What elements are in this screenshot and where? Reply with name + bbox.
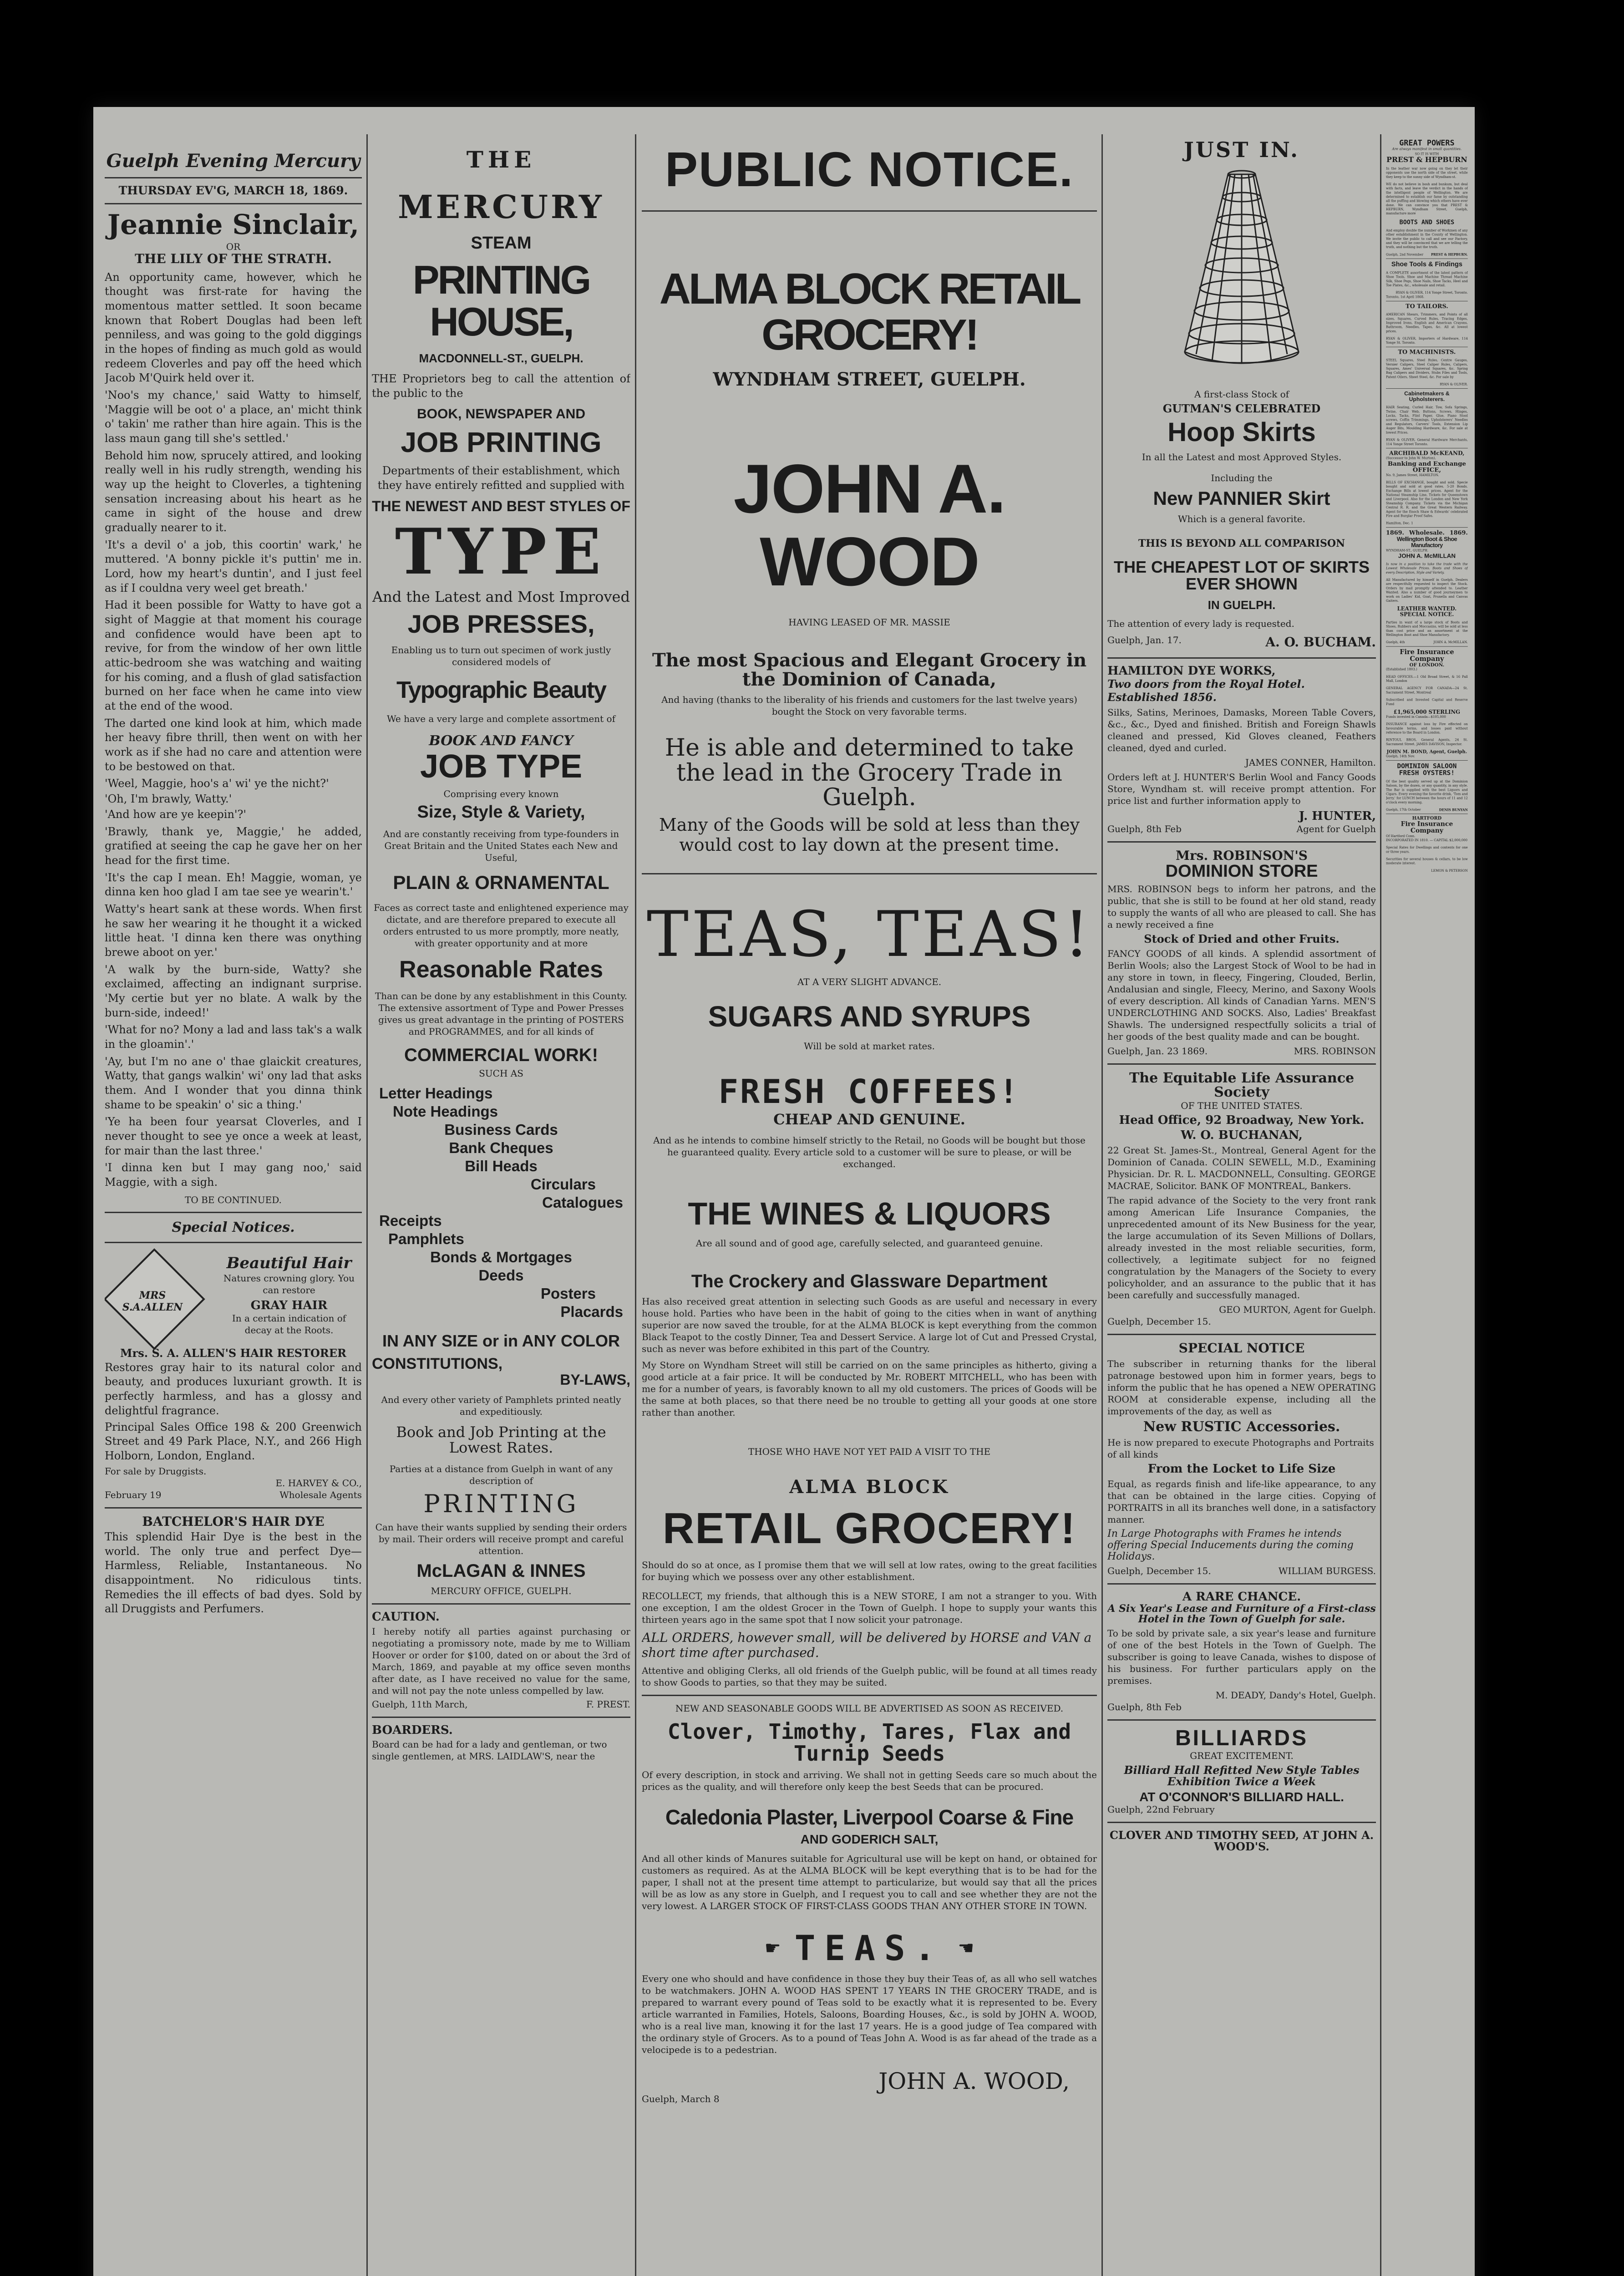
wood-date: Guelph, March 8 — [642, 2093, 720, 2105]
hair-sale: For sale by Druggists. — [105, 1465, 207, 1477]
hair-agent: E. HARVEY & CO., — [275, 1477, 362, 1489]
crockery-heading: The Crockery and Glassware Department — [691, 1271, 1048, 1291]
crockery-text: Has also received great attention in selecting such Goods as are useful and necessary in every house hold. Parties who have been in the habit of going to the cities when in want of anything superior are now saved the trouble, for at the ALMA BLOCK is kept everything from the common Black Teapot to the costly Dinner, Tea and Dessert Service. A large lot of Cut and Pressed Crystal, such as never was before exhibited in this part of the Country. — [642, 1295, 1097, 1354]
burgess-signature: WILLIAM BURGESS. — [1278, 1565, 1376, 1577]
fire-agency: GENERAL AGENCY FOR CANADA—24 St. Sacrament Street, Montreal — [1386, 686, 1468, 695]
new-goods-text: NEW AND SEASONABLE GOODS WILL BE ADVERTISED AS SOON AS RECEIVED. — [675, 1702, 1064, 1714]
gutman-heading: GUTMAN'S CELEBRATED — [1162, 402, 1321, 416]
list-item: Bank Cheques — [449, 1139, 553, 1157]
special-text: Parties in want of a large stock of Boots and Shoes, Rubbers and Moccasins, will be sold at less than cost price and an assortment at the Wellington Boot and Shoe Manufactory. — [1386, 620, 1468, 637]
column-4 — [1107, 139, 1376, 2276]
able-heading: He is able and determined to take the lead in the Grocery Trade in Guelph. — [665, 734, 1074, 812]
dye-signature: JAMES CONNER, Hamilton. — [1245, 757, 1376, 768]
masthead-title: Guelph Evening Mercury — [106, 150, 360, 172]
hartford-text: Special Rates for Dwellings and contents for one or three years. — [1386, 845, 1468, 854]
than-text: Than can be done by any establishment in this County. The extensive assortment of Type and Power Presses gives us great advantage in the printing of POSTERS and PROGRAMMES, and for all kinds of — [375, 991, 628, 1037]
column-rule — [1101, 134, 1103, 2276]
story-paragraph: 'Brawly, thank ye, Maggie,' he added, gratified at seeing the cap he gave her on her head for the first time. — [105, 825, 362, 867]
first-class-text: A first-class Stock of — [1194, 389, 1289, 400]
murton-date: Guelph, December 15. — [1107, 1316, 1211, 1327]
wood-signature: JOHN A. WOOD, — [878, 2068, 1070, 2094]
job-list — [372, 1079, 630, 1326]
special-text: The subscriber in returning thanks for the liberal patronage bestowed upon him in former years, begs to inform the public that he has opened a NEW OPERATING ROOM at considerable expense, including all the improvements of the day, as well as — [1107, 1358, 1376, 1417]
saloon-heading: DOMINION SALOON — [1397, 762, 1457, 770]
year-right: 1869. — [1449, 529, 1468, 536]
gray-hair-heading: GRAY HAIR — [250, 1298, 328, 1312]
hair-text: Natures crowning glory. You can restore — [223, 1272, 355, 1295]
latest-text: And the Latest and Most Improved — [372, 588, 630, 605]
hair-ad-top — [105, 1250, 362, 1347]
firm-name: McLAGAN & INNES — [416, 1561, 586, 1581]
receiving-text: And are constantly receiving from type-founders in Great Britain and the United States each New and Useful, — [383, 828, 619, 863]
rare-heading: A RARE CHANCE. — [1182, 1590, 1301, 1604]
office-text: MERCURY OFFICE, GUELPH. — [431, 1585, 572, 1597]
bottom-teas-heading: TEAS. — [794, 1927, 944, 1968]
hunter-role: Agent for Guelph — [1296, 823, 1376, 835]
hoop-heading: Hoop Skirts — [1167, 417, 1316, 447]
job-printing-heading: JOB PRINTING — [401, 427, 602, 458]
divider — [1386, 527, 1468, 528]
mcmillan-text: Is now in a position to take the trade with the Lowest Wholesale Prices. Boots and Shoes of every Description, Style and Variety. — [1386, 562, 1468, 574]
list-item: Circulars — [530, 1176, 596, 1193]
spacious-heading: The most Spacious and Elegant Grocery in the Dominion of Canada, — [652, 650, 1087, 691]
rustic-text: He is now prepared to execute Photographs and Portraits of all kinds — [1107, 1437, 1374, 1460]
intends-text: And as he intends to combine himself strictly to the Retail, no Goods will be bought but those he guaranteed quality. Every article sold to a customer will be sure to please, or will be exchanged. — [653, 1135, 1086, 1170]
to-be-continued: TO BE CONTINUED. — [185, 1194, 282, 1205]
bucham-signature: A. O. BUCHAM. — [1265, 635, 1376, 650]
story-paragraph: 'Ye ha been four yearsat Cloverles, and I never thought to see ye once a week at least, for mair than the last three.' — [105, 1115, 362, 1157]
story-subtitle: THE LILY OF THE STRATH. — [135, 251, 332, 267]
robinson-signature: MRS. ROBINSON — [1294, 1045, 1376, 1057]
printing-address: MACDONNELL-ST., GUELPH. — [419, 351, 584, 365]
intro-text: THE Proprietors beg to call the attention of the public to the — [372, 372, 630, 400]
constitutions-heading: CONSTITUTIONS, — [372, 1355, 503, 1373]
fire-funds: Funds invested in Canada—$105,000 — [1386, 715, 1446, 719]
divider — [642, 1695, 1097, 1696]
story-paragraph: The darted one kind look at him, which made her heavy fibre thrill, then went on with her work as if she had no care and attention were to be bestowed on that. — [105, 716, 362, 773]
murton-signature: GEO MURTON, Agent for Guelph. — [1219, 1304, 1376, 1316]
teas-text: Every one who should and have confidence in those they buy their Teas of, as all who sell watches to be watchmakers. JOHN A. WOOD HAS SPENT 17 YEARS IN THE GROCERY TRADE, and is prepared to warrant every pound of Teas sold to be exactly what it is represented to be. Every article warranted in Families, Hotels, Saloons, Boarding Houses, &c., is sold by JOHN A. WOOD, who is a real live man, knowing it for the last 17 years. He is a good judge of Tea compared with the ordinary style of Grocers. As to a pound of Teas John A. Wood is as far ahead of the trade as a velocipede is to a pedestrian. — [642, 1973, 1097, 2055]
list-item: Receipts — [379, 1212, 442, 1229]
column-rule — [1380, 134, 1381, 2276]
story-dialogue: 'Oh, I'm brawly, Watty.' — [105, 793, 232, 806]
divider — [105, 1242, 362, 1243]
pannier-heading: New PANNIER Skirt — [1153, 488, 1330, 509]
divider — [1107, 1334, 1376, 1335]
hoop-text: In all the Latest and most Approved Styles. — [1142, 452, 1342, 463]
not-paid-text: THOSE WHO HAVE NOT YET PAID A VISIT TO THE — [748, 1446, 991, 1457]
hair-office: Principal Sales Office 198 & 200 Greenwich Street and 49 Park Place, N.Y., and 266 High Holborn, London, England. — [105, 1420, 362, 1462]
badge-text: MRS S.A.ALLEN — [122, 1289, 183, 1313]
hunter-date: Guelph, 8th Feb — [1107, 823, 1182, 835]
hartford-note: Securities for several houses & cellars, to be low moderate interest. — [1386, 857, 1468, 865]
divider — [642, 210, 1097, 212]
robinson-heading: Mrs. ROBINSON'S — [1175, 848, 1308, 864]
slight-text: AT A VERY SLIGHT ADVANCE. — [797, 976, 942, 987]
story-paragraph: 'It's a devil o' a job, this coortin' wark,' he muttered. 'A bonny pickle it's puttin' me in. Lord, how my heart's duntin', and I just feel as if I couldna very weel get breath.' — [105, 538, 362, 594]
hair-heading: Beautiful Hair — [226, 1254, 352, 1272]
dye-orders: Orders left at J. HUNTER'S Berlin Wool and Fancy Goods Store, Wyndham st. will receive prompt attention. For price list and further information apply to — [1107, 772, 1376, 807]
rates-heading: Reasonable Rates — [399, 956, 603, 983]
special-date: Guelph, 4th — [1386, 640, 1405, 644]
leased-text: HAVING LEASED OF MR. MASSIE — [788, 617, 950, 628]
divider — [105, 1507, 362, 1509]
printing-house-heading: PRINTING HOUSE, — [412, 257, 590, 345]
typographic-heading: Typographic Beauty — [396, 677, 606, 704]
cheap-text: CHEAP AND GENUINE. — [773, 1110, 965, 1128]
mail-text: Can have their wants supplied by sending their orders by mail. Their orders will receive prompt and careful attention. — [375, 1522, 627, 1557]
divider — [372, 1603, 630, 1605]
prest-signature: PREST & HEPBURN. — [1431, 252, 1468, 257]
equitable-text: The rapid advance of the Society to the very front rank among American Life Insurance Companies, the unprecedented amount of its New Business for the year, the large accumulation of its Seven Millions of Dollars, already invested in the most reliable securities, form, collectively, a legitimate subject for no feigned congratulation by the Managers of the Society to every policyholder, and an assurance to the public that it has been carefully and successfully managed. — [1107, 1195, 1376, 1301]
street-text: WYNDHAM STREET, GUELPH. — [713, 368, 1026, 390]
story-dialogue: 'Weel, Maggie, hoo's a' wi' ye the nicht?' — [105, 777, 329, 790]
story-paragraph: 'A walk by the burn-side, Watty? she exclaimed, affecting an indignant surprise. 'My certie but yer no blate. A walk by the burn-side, indeed!' — [105, 963, 362, 1019]
great-powers-heading: GREAT POWERS — [1399, 139, 1455, 147]
excitement-text: GREAT EXCITEMENT. — [1190, 1750, 1294, 1762]
pointing-hand-icon: ☛ — [764, 1937, 781, 1959]
masthead-date: THURSDAY EV'G, MARCH 18, 1869. — [118, 184, 348, 197]
story-paragraph: 'What for no? Mony a lad and lass tak's a walk in the gloamin'.' — [105, 1023, 362, 1051]
robinson-date: Guelph, Jan. 23 1869. — [1107, 1045, 1208, 1057]
bunyan-signature: DENIS BUNYAN — [1439, 808, 1468, 812]
dandy-signature: M. DEADY, Dandy's Hotel, Guelph. — [1215, 1689, 1376, 1701]
special-signature: JOHN A. McMILLAN. — [1433, 640, 1468, 644]
ryan-signature: RYAN & OLIVER, 114 Yonge Street, Toronto. — [1396, 290, 1468, 295]
special-notice-heading: SPECIAL NOTICE. — [1400, 611, 1454, 618]
presses-heading: JOB PRESSES, — [407, 610, 595, 639]
rare-text: To be sold by private sale, a six year's lease and furniture of one of the best Hotels in the Town of Guelph. The subscriber is going to leave Canada, wishes to dispose of his business. For further particulars apply on the premises. — [1107, 1627, 1376, 1686]
list-item: Posters — [540, 1285, 596, 1302]
fancy-text: FANCY GOODS of all kinds. A splendid assortment of Berlin Wools; also the Largest Stock of Wool to be had in any store in town, in fleecy, Fingering, Clouded, Berlin, Andalusian and single, Fleecy, Merino, and Saxony Wools of every description. All kinds of Canadian Yarns. MEN'S UNDERCLOTHING AND SOCKS. Also, Ladies' Breakfast Shawls. The undersigned respectfully solicits a trial of her goods of the best quality made and can be bought. — [1107, 948, 1376, 1042]
many-text: Many of the Goods will be sold at less than they would cost to lay down at the present time. — [659, 814, 1080, 855]
book-fancy: BOOK AND FANCY — [429, 732, 573, 749]
divider — [1386, 388, 1468, 389]
public-notice-heading: PUBLIC NOTICE. — [665, 142, 1074, 197]
buchanan-name: W. O. BUCHANAN, — [1181, 1128, 1303, 1142]
batchelor-body: This splendid Hair Dye is the best in the world. The only true and perfect Dye—Harmless, Reliable, Instantaneous. No disappointment. No ridiculous tints. Remedies the ill effects of bad dyes. Sold by all Druggists and Perfumers. — [105, 1530, 362, 1616]
locket-heading: From the Locket to Life Size — [1147, 1462, 1336, 1476]
boarders-text: Board can be had for a lady and gentleman, or two single gentlemen, at MRS. LAIDLAW'S, near the — [372, 1738, 607, 1762]
list-item: Note Headings — [393, 1103, 498, 1120]
banking-heading: Banking and Exchange OFFICE, — [1387, 460, 1466, 473]
special-notices-heading: Special Notices. — [172, 1219, 295, 1235]
cabinet-text: HAIR Seating, Curled Hair, Tow, Sofa Springs, Twine, Chair Web, Buttons, Screws, Hinges, Locks, Tacks, Flint Paper, Glue, Piano Stool screws, Coffin Trimmings, Upholsterers' Needles and Regulators, Carvers' Tools, Extension Lip Auger Bits, Moulding Hardware, &c. For sale at lowest Prices. — [1386, 405, 1468, 435]
teas-banner — [642, 1927, 1097, 1968]
billiard-hall-text: Billiard Hall Refitted New Style Tables Exhibition Twice a Week — [1124, 1763, 1360, 1788]
equitable-heading: The Equitable Life Assurance Society — [1129, 1070, 1355, 1101]
wellington-heading: Wellington Boot & Shoe Manufactory — [1396, 536, 1457, 549]
mckeand-sub: (Successor to John W. Murton), — [1386, 456, 1436, 460]
divider — [372, 1717, 630, 1718]
mckeand-date: Hamilton, Dec. 1 — [1386, 521, 1413, 525]
machinists-signature: RYAN & OLIVER. — [1440, 382, 1468, 386]
year-left: 1869. — [1386, 529, 1404, 536]
mcmillan-heading: JOHN A. McMILLAN — [1398, 552, 1456, 559]
divider — [1107, 1063, 1376, 1065]
divider — [105, 203, 362, 204]
machinists-text: STEEL Squares, Steel Rules, Centre Gauges, Vernier Calipers, Steel Caliper Rules, Calipers, Squares, Ames' Universal Squares, &c. Spring Bag Calipers and Dividers, Stubs Files and Tools, Patent Oilers, Sheet Steel, &c. For sale by — [1386, 358, 1468, 379]
job-type-heading: JOB TYPE — [420, 748, 583, 785]
assortment-text: We have a very large and complete assortment of — [387, 713, 615, 724]
ryan-date: Toronto, 1st April 1868. — [1386, 295, 1425, 299]
large-text: In Large Photographs with Frames he intends offering Special Inducements during the coming Holidays. — [1107, 1528, 1354, 1563]
dye-subheading: Two doors from the Royal Hotel. Established 1856. — [1107, 677, 1305, 704]
hunter-name: J. HUNTER, — [1299, 809, 1376, 823]
attention-text: The attention of every lady is requested. — [1107, 618, 1294, 630]
fire-capital: Subscribed and Invested Capital and Reserve Fund — [1386, 698, 1468, 706]
oysters-text: Of the best quality served up at the Dominion Saloon, by the dozen, or any quantity, in any style. The Bar is supplied with the best Liquors and Cigars. Every evening the favorite drink, 'Tom and Jerry,' for LUNCH between the hours of 11 and 12 o'clock every morning. — [1386, 779, 1468, 804]
hartford-head: HARTFORD — [1412, 815, 1442, 821]
pamphlets-text: And every other variety of Pamphlets printed neatly and expeditiously. — [381, 1394, 621, 1417]
mcmillan-text-2: All Manufactured by himself in Guelph. Dealers are respectfully requested to inspect the Stock. Orders by mail promptly attended to. Leather Wanted. Also a number of good journeymen to work on Ladies' Kid, Goat, Prunella and Canvas Gaiters. — [1386, 578, 1468, 603]
tailors-signature: RYAN & OLIVER, Importers of Hardware, 114 Yonge St. Toronto. — [1386, 336, 1468, 345]
lemon-signature: LEMON & PETERSON — [1431, 869, 1468, 873]
book-newspaper: BOOK, NEWSPAPER AND — [416, 406, 586, 422]
thanks-text: And having (thanks to the liberality of his friends and customers for the last twelve years) bought the Stock on very favorable terms. — [661, 694, 1077, 717]
coffees-heading: FRESH COFFEES! — [718, 1072, 1020, 1111]
buchanan-text: 22 Great St. James-St., Montreal, General Agent for the Dominion of Canada. COLIN SEWELL, M.D., Examining Physician. Dr. R. L. MACDONNELL, Consulting. GEORGE MACRAE, Solicitor. BANK OF MONTREAL, Bankers. — [1107, 1145, 1376, 1192]
alma-block-heading: ALMA BLOCK — [789, 1476, 949, 1498]
banking-address: No. 9, James Street, HAMILTON. — [1386, 473, 1439, 477]
mercury-the: THE — [466, 146, 536, 173]
orders-text: ALL ORDERS, however small, will be delivered by HORSE and VAN a short time after purchased. — [642, 1630, 1092, 1660]
recollect-text: RECOLLECT, my friends, that although this is a NEW STORE, I am not a stranger to you. With one exception, I am the oldest Grocer in the Town of Guelph. I hope to supply your wants this thirteen years ago in the same spot that I now solicit your patronage. — [642, 1590, 1097, 1625]
bucham-date: Guelph, Jan. 17. — [1107, 635, 1182, 646]
column-3 — [642, 139, 1097, 2276]
divider — [1107, 841, 1376, 843]
hair-date: February 19 — [105, 1489, 162, 1500]
boarders-heading: BOARDERS. — [372, 1723, 453, 1737]
list-item: Letter Headings — [379, 1085, 493, 1102]
dominion-store-heading: DOMINION STORE — [1165, 861, 1318, 881]
hartford-of: Of Hartford Conn. — [1386, 834, 1416, 838]
mckeand-heading: ARCHIBALD McKEAND, — [1389, 450, 1465, 457]
steam-heading: STEAM — [471, 234, 532, 253]
batchelor-heading: BATCHELOR'S HAIR DYE — [142, 1514, 325, 1529]
beyond-text: THIS IS BEYOND ALL COMPARISON — [1138, 538, 1345, 550]
fire-of: OF LONDON. — [1409, 662, 1445, 668]
divider — [1107, 1583, 1376, 1585]
faces-text: Faces as correct taste and enlightened experience may dictate, and are therefore prepared to execute all orders entrusted to us more promptly, more neatly, with greater opportunity and at more — [374, 902, 629, 949]
hartford-heading: Fire Insurance Company — [1401, 820, 1453, 834]
divider — [1107, 657, 1376, 659]
billiards-heading: BILLIARDS — [1175, 1726, 1308, 1750]
dye-heading: HAMILTON DYE WORKS, — [1107, 664, 1276, 678]
cabinet-heading: Cabinetmakers & Upholsterers. — [1404, 390, 1450, 402]
list-item: Bill Heads — [465, 1158, 538, 1175]
retail-grocery-heading: RETAIL GROCERY! — [662, 1504, 1076, 1553]
so-it-text: SO IT IS WITH — [1415, 152, 1439, 156]
story-paragraph: Watty's heart sank at these words. When first he saw her wearing it he thought it a wicked little heat. 'I dinna ken there was onything brewe aboot on yer.' — [105, 902, 362, 959]
machinists-heading: TO MACHINISTS. — [1398, 348, 1456, 356]
comprising-text: Comprising every known — [443, 788, 559, 799]
divider — [1107, 1822, 1376, 1823]
story-paragraph: An opportunity came, however, which he thought was first-rate for having the momentous matter settled. It soon became known that Robert Douglas had been left penniless, and was going to the gold diggings in the hopes of finding as much gold as would redeem Cloverles and pay off the heed which Jacob M'Quirk held over it. — [105, 270, 362, 385]
newest-heading: THE NEWEST AND BEST STYLES OF — [372, 498, 630, 515]
divider — [105, 177, 362, 178]
boots-heading: BOOTS AND SHOES — [1399, 218, 1455, 226]
clover-seed-heading: CLOVER AND TIMOTHY SEED, AT JOHN A. WOOD'S. — [1109, 1829, 1374, 1854]
robinson-text: MRS. ROBINSON begs to inform her patrons, and the public, that she is still to be found at her old stand, ready to supply the wants of all who are pleased to call. She has a newly received a fine — [1107, 884, 1376, 930]
bunyan-date: Guelph, 17th October — [1386, 808, 1421, 812]
prest-heading: PREST & HEPBURN — [1386, 155, 1467, 164]
list-item: Pamphlets — [388, 1230, 464, 1248]
shoe-tools-heading: Shoe Tools & Findings — [1391, 260, 1462, 268]
market-text: Will be sold at market rates. — [804, 1041, 935, 1052]
distance-text: Parties at a distance from Guelph in want of any description of — [389, 1463, 613, 1486]
caution-signature: F. PREST. — [586, 1698, 630, 1710]
sugars-heading: SUGARS AND SYRUPS — [708, 1000, 1031, 1033]
we-do-text: WE do not believe in bosh and bunkum, but deal with facts, and leave the verdict in the hands of the intelligent people of Wellington. We are determined to establish our fame by outstanding all the puffing and blowing which others have ever done. We can convince you that PREST & HEPBURN, Wyndham Street, Guelph, manufacture more — [1386, 182, 1468, 215]
caution-date: Guelph, 11th March, — [372, 1698, 468, 1710]
banking-text: BILLS OF EXCHANGE, bought and sold. Specie bought and sold at good rates. 5-20 Bonds. Exchange Bills at lowest prices. Agent for the National Steamship Line, Tickets for Queenstown and Liverpool. Also for the London and New York Steamship Company. Tickets via the Michigan Central R. R. and the Great Western Railway. Agent for the Enoch Shaw & Edwards' celebrated Fire and Burglar Proof Safes. — [1386, 480, 1468, 518]
head-office: Head Office, 92 Broadway, New York. — [1119, 1113, 1365, 1127]
hoop-skirt-illustration — [1107, 161, 1376, 388]
bylaws-heading: BY-LAWS, — [560, 1371, 630, 1388]
lowest-heading: Book and Job Printing at the Lowest Rates. — [396, 1423, 606, 1457]
fire-office: HEAD OFFICES.—1 Old Broad Street, & 16 Pall Mall, London — [1386, 675, 1468, 683]
such-as: SUCH AS — [479, 1068, 523, 1079]
just-in-heading: JUST IN. — [1184, 139, 1299, 162]
great-sub: Are always manifest in small quantities. — [1392, 147, 1462, 151]
dandy-date: Guelph, 8th Feb — [1107, 1701, 1182, 1712]
hair-body: Restores gray hair to its natural color and beauty, and produces luxuriant growth. It is perfectly harmless, and has a glossy and delightful fragrance. — [105, 1361, 362, 1417]
salt-heading: AND GODERICH SALT, — [800, 1832, 939, 1847]
clover-text: Of every description, in stock and arriving. We shall not in getting Seeds care so much about the prices as the quality, and will therefore only keep the best Seeds that can be procured. — [642, 1769, 1097, 1793]
equitable-sub: OF THE UNITED STATES. — [1181, 1100, 1303, 1111]
prest-text: In the leather war now going on they let their opponents use the north side of the street, while they keep to the sunny side of Wyndham-st. — [1386, 167, 1468, 179]
store-text: My Store on Wyndham Street will still be carried on on the same principles as hitherto, giving a good article at a fair price. It will be conducted by Mr. ROBERT MITCHELL, who has been with me for a number of years, is favorably known to all my old customers. The prices of Goods will be the same at both places, so that there need be no trouble to getting all your goods at one store rather than another. — [642, 1359, 1097, 1418]
list-item: Catalogues — [542, 1194, 623, 1211]
column-5-content — [1386, 139, 1468, 873]
rustic-heading: New RUSTIC Accessories. — [1143, 1418, 1340, 1435]
dye-text: Silks, Satins, Merinoes, Damasks, Moreen Table Covers, &c., &c., Dyed and finished. British and Foreign Shawls cleaned and pressed, Kid Gloves cleaned, Feathers cleaned, dyed and curled. — [1107, 707, 1376, 754]
list-item: Business Cards — [444, 1121, 558, 1138]
tailors-text: AMERICAN Shears, Trimmers, and Points of all sizes, Squares, Curved Rules, Tracing Edges, Improved Irons, English and American Crayons, Bathroom, Needles, Tapes, &c. All at lowest prices. — [1386, 312, 1468, 333]
list-item: Placards — [560, 1303, 623, 1321]
clerks-text: Attentive and obliging Clerks, all old friends of the Guelph public, will be found at all times ready to show Goods to parties, so that they may be suited. — [642, 1665, 1097, 1688]
should-text: Should do so at once, as I promise them that we will sell at low rates, owing to the great facilities for buying which we possess over any other establishment. — [642, 1559, 1097, 1582]
divider — [1386, 760, 1468, 761]
john-wood-heading: JOHN A. WOOD — [733, 450, 1005, 600]
bond-heading: JOHN M. BOND, Agent, Guelph. — [1386, 749, 1467, 755]
boots-text: And employ double the number of Workmen of any other establishment in the County of Wellington. We invite the public to call and see our Factory, and they will be convinced that we are telling the truth, and nothing but the truth. — [1386, 228, 1468, 249]
burgess-date: Guelph, December 15. — [1107, 1565, 1211, 1577]
wholesale-heading: Wholesale. — [1409, 529, 1445, 536]
locket-text: Equal, as regards finish and life-like appearance, to any that can be obtained in the large cities. Copying of PORTRAITS in all its branches well done, in a satisfactory manner. — [1107, 1478, 1376, 1525]
story-or: OR — [226, 241, 241, 253]
oconnor-heading: AT O'CONNOR'S BILLIARD HALL. — [1139, 1789, 1344, 1804]
any-size-heading: IN ANY SIZE or in ANY COLOR — [382, 1331, 620, 1351]
caution-heading: CAUTION. — [372, 1610, 440, 1624]
list-item: Deeds — [478, 1267, 524, 1284]
teas-heading: TEAS, TEAS! — [646, 897, 1092, 971]
fire-heading: Fire Insurance Company — [1400, 648, 1454, 663]
story-paragraph: 'I dinna ken but I may gang noo,' said Maggie, with a sigh. — [105, 1161, 362, 1189]
divider — [642, 873, 1097, 874]
pointing-hand-icon: ☚ — [958, 1937, 974, 1959]
wines-text: Are all sound and of good age, carefully selected, and guaranteed genuine. — [695, 1237, 1043, 1249]
clover-heading: Clover, Timothy, Tares, Flax and Turnip Seeds — [667, 1719, 1071, 1766]
stock-heading: Stock of Dried and other Fruits. — [1144, 932, 1340, 946]
column-1 — [105, 139, 362, 2276]
story-dialogue: 'And how are ye keepin'?' — [105, 808, 246, 821]
size-heading: Size, Style & Variety, — [417, 802, 585, 822]
cabinet-signature: RYAN & OLIVER, General Hardware Merchants, 114 Yonge Street Toronto. — [1386, 438, 1468, 446]
story-paragraph: 'Ay, but I'm no ane o' thae glaickit creatures, Watty, that gangs walkin' wi' ony lad that asks them. And I wonder that you dinna think shame to be speakin' o' sic a thing.' — [105, 1055, 362, 1111]
divider — [105, 1212, 362, 1213]
mercury-heading: MERCURY — [398, 188, 604, 226]
fire-agents: RINTOUL BROS, General Agents, 24 St. Sacrament Street. JAMES DAVISON, Inspector. — [1386, 738, 1468, 746]
caution-text: I hereby notify all parties against purchasing or negotiating a promissory note, made by me to William Hoover or order for $100, dated on or about the 3rd of March, 1869, and payable at my office seven months after date, as I have received no value for the same, and will not pay the note unless compelled by law. — [372, 1626, 630, 1696]
divider — [1386, 646, 1468, 647]
fire-amount: £1,965,000 STERLING — [1393, 709, 1461, 715]
plain-heading: PLAIN & ORNAMENTAL — [393, 871, 609, 893]
fire-text: INSURANCE against loss by Fire effected on favourable terms, and losses paid without reference to the Board in London. — [1386, 722, 1468, 735]
including-text: Including the — [1211, 472, 1273, 484]
bond-date: Guelph, 14th Nov. — [1386, 754, 1415, 758]
newspaper-page — [93, 107, 1475, 2276]
plaster-heading: Caledonia Plaster, Liverpool Coarse & Fine — [665, 1805, 1074, 1829]
special-notice-heading: SPECIAL NOTICE — [1178, 1341, 1305, 1356]
hair-restorer-heading: Mrs. S. A. ALLEN'S HAIR RESTORER — [120, 1346, 346, 1360]
column-2 — [372, 139, 630, 2276]
prest-date: Guelph, 2nd November — [1386, 252, 1424, 256]
fire-est: (Established 1803.) — [1386, 667, 1417, 671]
column-rule — [366, 134, 368, 2276]
column-5 — [1386, 139, 1468, 2276]
oysters-heading: FRESH OYSTERS! — [1399, 769, 1455, 777]
commercial-heading: COMMERCIAL WORK! — [404, 1045, 598, 1066]
leather-heading: LEATHER WANTED. — [1397, 605, 1457, 612]
favorite-text: Which is a general favorite. — [1177, 513, 1306, 525]
story-paragraph: Had it been possible for Watty to have got a sight of Maggie at that moment his courage and confidence would have been apt to revive, for from the window of her own little attic-bedroom she was watching and waiting for his coming, and a flush of glad satisfaction burned on her face when he came into view at the end of the wood. — [105, 599, 362, 713]
story-paragraph: 'It's the cap I mean. Eh! Maggie, woman, ye dinna ken hoo glad I am tae see ye wearin't.' — [105, 871, 362, 899]
list-item: Bonds & Mortgages — [430, 1249, 572, 1266]
alma-heading: ALMA BLOCK RETAIL GROCERY! — [659, 264, 1080, 360]
wyndham-text: WYNDHAM-ST., GUELPH. — [1386, 548, 1429, 553]
divider — [1107, 1719, 1376, 1721]
in-guelph: IN GUELPH. — [1208, 598, 1276, 612]
printing-heading: PRINTING — [423, 1489, 579, 1518]
story-title: Jeannie Sinclair, — [107, 209, 360, 241]
story-paragraph: 'Noo's my chance,' said Watty to himself, 'Maggie will be oot o' a place, an' micht think o' takin' me rather than hire again. This is the lass maun gang till she's settled.' — [105, 389, 362, 445]
hartford-inc: INCORPORATED IN 1810. — CAPITAL $2,000,000 — [1386, 838, 1468, 842]
column-rule — [635, 134, 636, 2276]
rare-sub: A Six Year's Lease and Furniture of a First-class Hotel in the Town of Guelph for sale. — [1107, 1602, 1376, 1625]
story-paragraph: Behold him now, sprucely attired, and looking really well in his rudly strength, wending his way up the height to Cloverles, a tightening sensation increasing about his heart as he came in sight of the house and drew gradually nearer to it. — [105, 449, 362, 534]
salt-text: And all other kinds of Manures suitable for Agricultural use will be kept on hand, or obtained for customers as required. As at the ALMA BLOCK will be kept everything that is to be had for the paper, I shall not at the present time attempt to particularize, but would say that all the prices will be as low as any store in Guelph, and I request you to call and see whether they are not the very lowest. A LARGER STOCK OF FIRST-CLASS GOODS THAN ANY OTHER STORE IN TOWN. — [642, 1853, 1097, 1911]
tailors-heading: TO TAILORS. — [1406, 303, 1448, 310]
shoe-text: A COMPLETE assortment of the latest pattern of Shoe Tools, Shoe and Machine Thread Machine Silk, Shoe Pegs, Shoe Nails, Shoe Tacks, Heel and Toe Plates, &c., wholesale and retail. — [1386, 271, 1468, 287]
hair-agent-role: Wholesale Agents — [279, 1489, 362, 1500]
hair-text: In a certain indication of decay at the Roots. — [232, 1312, 346, 1336]
wines-heading: THE WINES & LIQUORS — [688, 1196, 1051, 1232]
type-heading: TYPE — [395, 514, 608, 589]
dept-text: Departments of their establishment, which they have entirely refitted and supplied with — [377, 464, 625, 492]
oconnor-date: Guelph, 22nd February — [1107, 1804, 1215, 1815]
enabling-text: Enabling us to turn out specimen of work justly considered models of — [391, 645, 611, 668]
cheapest-heading: THE CHEAPEST LOT OF SKIRTS EVER SHOWN — [1113, 557, 1370, 594]
